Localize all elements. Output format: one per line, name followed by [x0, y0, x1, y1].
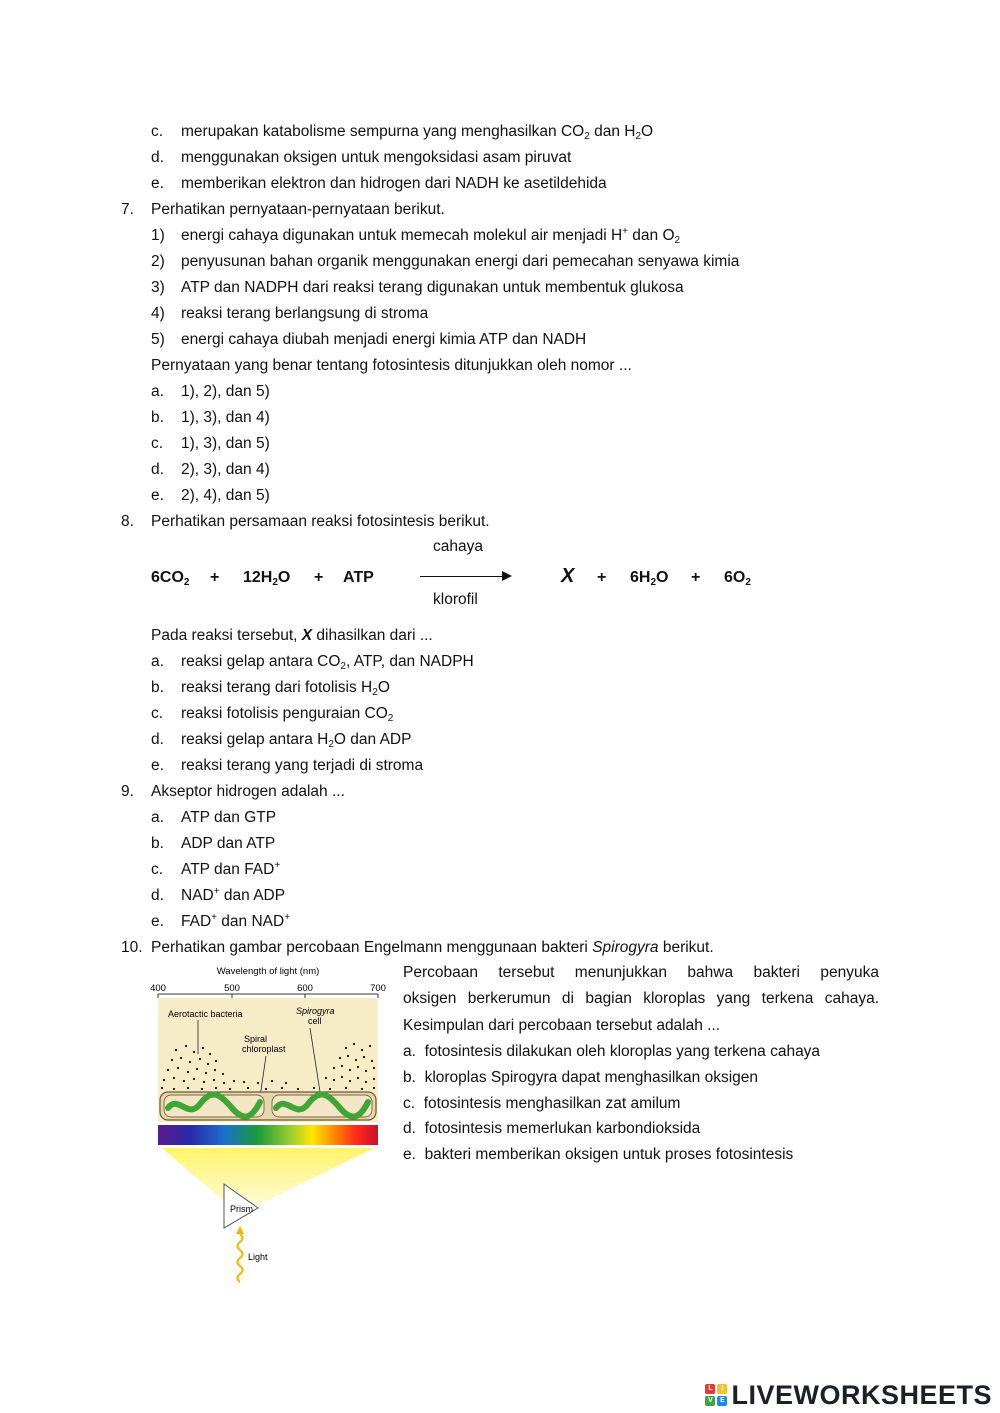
- q7-statement: reaksi terang berlangsung di stroma: [181, 305, 429, 322]
- q10-option-e[interactable]: e. bakteri memberikan oksigen untuk proses fotosintesis: [403, 1146, 794, 1163]
- q7-statement: penyusunan bahan organik menggunakan energi dari pemecahan senyawa kimia: [181, 253, 740, 270]
- reactant-co2: $6CO_2$: [151, 569, 190, 588]
- q9-option-d[interactable]: NAD+ dan ADP: [181, 886, 286, 904]
- q7-statement-label: 5): [151, 331, 165, 348]
- liveworksheets-logo[interactable]: [705, 1380, 992, 1410]
- q10-paragraph-line: oksigen berkerumun di bagian kloroplas yang terkena cahaya.: [403, 990, 879, 1007]
- light-beam: [162, 1148, 374, 1210]
- q9-option-label: a.: [151, 809, 164, 826]
- light-wave-icon: [238, 1234, 243, 1282]
- label-cell: cell: [308, 1016, 322, 1026]
- q9-option-c[interactable]: ATP dan FAD+: [181, 860, 281, 878]
- q10-option-c[interactable]: c. fotosintesis menghasilkan zat amilum: [403, 1095, 681, 1112]
- tick-500: 500: [224, 983, 240, 994]
- reaction-condition-above: cahaya: [433, 538, 483, 555]
- q10-paragraph-line: Percobaan tersebut menunjukkan bahwa bakteri penyuka: [403, 964, 879, 981]
- q7-option-label: d.: [151, 461, 164, 478]
- q7-number: 7.: [121, 201, 134, 218]
- q7-option-b[interactable]: 1), 3), dan 4): [181, 409, 270, 426]
- label-spirogyra-cell: Spirogyra: [296, 1006, 335, 1016]
- q8-option-c[interactable]: reaksi fotolisis penguraian $CO_2$: [181, 705, 394, 724]
- engelmann-experiment-figure: [148, 962, 388, 1292]
- q8-option-label: e.: [151, 757, 164, 774]
- q9-option-b[interactable]: ADP dan ATP: [181, 835, 276, 852]
- q9-option-e[interactable]: FAD+ dan NAD+: [181, 912, 291, 930]
- q6-option-c: merupakan katabolisme sempurna yang menghasilkan $CO_2$ dan $H_2O$: [181, 123, 654, 142]
- q9-number: 9.: [121, 783, 134, 800]
- light-spectrum-bar: [158, 1125, 378, 1145]
- q9-stem: Akseptor hidrogen adalah ...: [151, 783, 345, 800]
- q6-option-e-label: e.: [151, 175, 164, 192]
- tick-400: 400: [150, 983, 166, 994]
- product-o2: $6O_2$: [724, 569, 751, 588]
- q7-statement-label: 1): [151, 227, 165, 244]
- q7-option-a[interactable]: 1), 2), dan 5): [181, 383, 270, 400]
- label-aerotactic-bacteria: Aerotactic bacteria: [168, 1009, 243, 1019]
- reaction-condition-below: klorofil: [433, 591, 478, 608]
- q9-option-label: e.: [151, 913, 164, 930]
- q7-option-d[interactable]: 2), 3), dan 4): [181, 461, 270, 478]
- q7-option-e[interactable]: 2), 4), dan 5): [181, 487, 270, 504]
- plus-sign: +: [597, 569, 607, 586]
- q9-option-label: b.: [151, 835, 164, 852]
- label-light: Light: [248, 1252, 268, 1262]
- q7-statement: energi cahaya diubah menjadi energi kimia ATP dan NADH: [181, 331, 587, 348]
- q6-option-c-label: c.: [151, 123, 164, 140]
- q8-question: Pada reaksi tersebut, X dihasilkan dari ...: [151, 627, 433, 644]
- q7-statement: energi cahaya digunakan untuk memecah molekul air menjadi H+ dan $O_2$: [181, 226, 681, 246]
- q8-number: 8.: [121, 513, 134, 530]
- label-prism: Prism: [230, 1204, 253, 1214]
- q10-option-d[interactable]: d. fotosintesis memerlukan karbondioksida: [403, 1120, 701, 1137]
- reactant-h2o: $12H_2O$: [243, 569, 291, 588]
- plus-sign: +: [691, 569, 701, 586]
- label-chloroplast: chloroplast: [242, 1044, 286, 1054]
- reactant-atp: ATP: [343, 569, 374, 586]
- q9-option-label: d.: [151, 887, 164, 904]
- q7-option-label: b.: [151, 409, 164, 426]
- tick-700: 700: [370, 983, 386, 994]
- q9-option-a[interactable]: ATP dan GTP: [181, 809, 277, 826]
- q7-question: Pernyataan yang benar tentang fotosintesis ditunjukkan oleh nomor ...: [151, 357, 632, 374]
- q7-statement: ATP dan NADPH dari reaksi terang digunakan untuk membentuk glukosa: [181, 279, 684, 296]
- q8-option-label: c.: [151, 705, 164, 722]
- q8-option-e[interactable]: reaksi terang yang terjadi di stroma: [181, 757, 424, 774]
- q10-option-a[interactable]: a. fotosintesis dilakukan oleh kloroplas yang terkena cahaya: [403, 1043, 821, 1060]
- q7-stem: Perhatikan pernyataan-pernyataan berikut.: [151, 201, 445, 218]
- q8-option-label: d.: [151, 731, 164, 748]
- reaction-arrow-icon: [420, 576, 510, 577]
- q7-option-label: c.: [151, 435, 164, 452]
- q7-statement-label: 3): [151, 279, 165, 296]
- q9-option-label: c.: [151, 861, 164, 878]
- q8-option-d[interactable]: reaksi gelap antara $H_2O$ dan ADP: [181, 731, 412, 750]
- plus-sign: +: [210, 569, 220, 586]
- tick-600: 600: [297, 983, 313, 994]
- q8-stem: Perhatikan persamaan reaksi fotosintesis berikut.: [151, 513, 490, 530]
- q8-option-label: a.: [151, 653, 164, 670]
- q7-option-label: a.: [151, 383, 164, 400]
- q6-option-d-label: d.: [151, 149, 164, 166]
- q7-statement-label: 2): [151, 253, 165, 270]
- q10-paragraph-line: Kesimpulan dari percobaan tersebut adalah ...: [403, 1017, 721, 1034]
- plus-sign: +: [314, 569, 324, 586]
- axis-title: Wavelength of light (nm): [216, 966, 320, 977]
- q7-option-label: e.: [151, 487, 164, 504]
- q10-number: 10.: [121, 939, 143, 956]
- q10-stem: Perhatikan gambar percobaan Engelmann menggunaan bakteri Spirogyra berikut.: [151, 939, 714, 956]
- q6-option-d: menggunakan oksigen untuk mengoksidasi asam piruvat: [181, 149, 572, 166]
- label-spiral: Spiral: [244, 1034, 268, 1044]
- q8-option-b[interactable]: reaksi terang dari fotolisis $H_2O$: [181, 679, 390, 698]
- logo-text: LIVEWORKSHEETS: [731, 1379, 992, 1410]
- q6-option-e: memberikan elektron dan hidrogen dari NADH ke asetildehida: [181, 175, 607, 192]
- q8-option-a[interactable]: reaksi gelap antara $CO_2$, ATP, dan NADPH: [181, 653, 474, 672]
- product-h2o: $6H_2O$: [630, 569, 669, 588]
- q10-option-b[interactable]: b. kloroplas Spirogyra dapat menghasilkan oksigen: [403, 1069, 759, 1086]
- q7-option-c[interactable]: 1), 3), dan 5): [181, 435, 270, 452]
- q8-option-label: b.: [151, 679, 164, 696]
- product-x: X: [561, 565, 575, 587]
- q7-statement-label: 4): [151, 305, 165, 322]
- logo-mark-icon: L I V E: [705, 1384, 727, 1406]
